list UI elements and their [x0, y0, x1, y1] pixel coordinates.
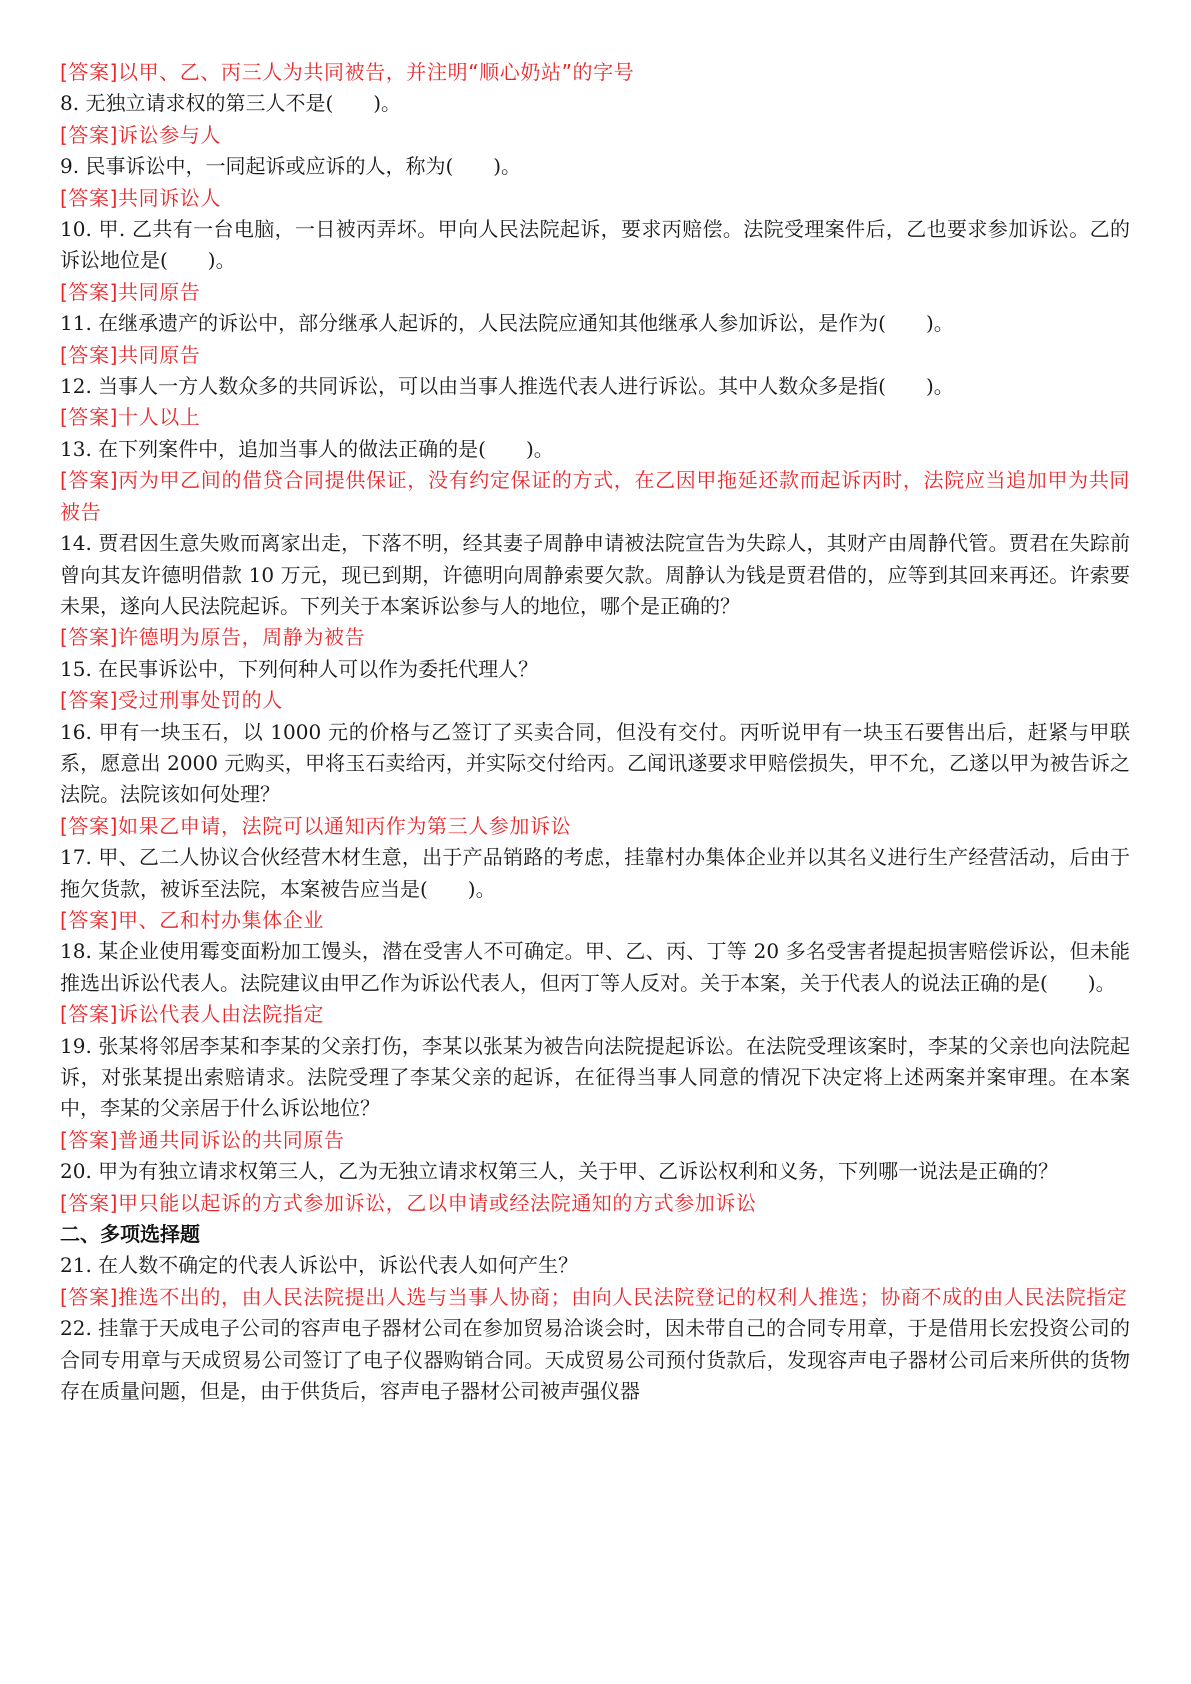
answer-line: [答案]丙为甲乙间的借贷合同提供保证，没有约定保证的方式，在乙因甲拖延还款而起诉丙时，法院应当追加甲为共同被告	[60, 468, 1130, 524]
question-15: 15. 在民事诉讼中，下列何种人可以作为委托代理人？	[60, 656, 539, 681]
answer-line: [答案]十人以上	[60, 405, 201, 430]
question-8: 8. 无独立请求权的第三人不是( )。	[60, 91, 402, 116]
question-13: 13. 在下列案件中，追加当事人的做法正确的是( )。	[60, 436, 554, 461]
question-12: 12. 当事人一方人数众多的共同诉讼，可以由当事人推选代表人进行诉讼。其中人数众多是指( )。	[60, 374, 954, 399]
answer-line: [答案]以甲、乙、丙三人为共同被告，并注明“顺心奶站”的字号	[60, 60, 635, 84]
answer-line: [答案]推选不出的，由人民法院提出人选与当事人协商；由向人民法院登记的权利人推选；协商不成的由人民法院指定	[60, 1284, 1128, 1309]
question-20: 20. 甲为有独立请求权第三人，乙为无独立请求权第三人，关于甲、乙诉讼权利和义务，下列哪一说法是正确的？	[60, 1159, 1059, 1184]
document-page	[60, 57, 1130, 1407]
question-16: 16. 甲有一块玉石，以 1000 元的价格与乙签订了买卖合同，但没有交付。丙听说甲有一块玉石要售出后，赶紧与甲联系，愿意出 2000 元购买，甲将玉石卖给丙，并实际交付给丙。乙闻讯遂要求甲赔偿损失，甲不允，乙遂以甲为被告诉之法院。法院该如何处理？	[60, 719, 1130, 807]
answer-line: [答案]共同诉讼人	[60, 185, 222, 210]
answer-line: [答案]共同原告	[60, 342, 201, 367]
question-11: 11. 在继承遗产的诉讼中，部分继承人起诉的，人民法院应通知其他继承人参加诉讼，是作为( )。	[60, 311, 954, 336]
section-heading: 二、多项选择题	[60, 1222, 200, 1247]
answer-line: [答案]甲只能以起诉的方式参加诉讼，乙以申请或经法院通知的方式参加诉讼	[60, 1190, 757, 1215]
question-21: 21. 在人数不确定的代表人诉讼中，诉讼代表人如何产生？	[60, 1253, 579, 1278]
answer-line: [答案]许德明为原告，周静为被告	[60, 625, 366, 650]
question-14: 14. 贾君因生意失败而离家出走，下落不明，经其妻子周静申请被法院宣告为失踪人，其财产由周静代管。贾君在失踪前曾向其友许德明借款 10 万元，现已到期，许德明向周静索要欠款。周静认为钱是贾君借的，应等到其回来再还。许索要未果，遂向人民法院起诉。下列关于本案诉讼参与人的地位，哪个是正确的？	[60, 531, 1130, 618]
answer-line: [答案]共同原告	[60, 279, 201, 304]
answer-line: [答案]如果乙申请，法院可以通知丙作为第三人参加诉讼	[60, 813, 572, 838]
answer-line: [答案]普通共同诉讼的共同原告	[60, 1127, 345, 1152]
answer-line: [答案]受过刑事处罚的人	[60, 688, 283, 713]
question-22: 22. 挂靠于天成电子公司的容声电子器材公司在参加贸易洽谈会时，因未带自己的合同专用章，于是借用长宏投资公司的合同专用章与天成贸易公司签订了电子仪器购销合同。天成贸易公司预付货款后，发现容声电子器材公司后来所供的货物存在质量问题，但是，由于供货后，容声电子器材公司被声强仪器	[60, 1316, 1130, 1404]
question-19: 19. 张某将邻居李某和李某的父亲打伤，李某以张某为被告向法院提起诉讼。在法院受理该案时，李某的父亲也向法院起诉，对张某提出索赔请求。法院受理了李某父亲的起诉，在征得当事人同意的情况下决定将上述两案并案审理。在本案中，李某的父亲居于什么诉讼地位？	[60, 1033, 1130, 1121]
answer-line: [答案]甲、乙和村办集体企业	[60, 907, 325, 932]
question-10: 10. 甲. 乙共有一台电脑，一日被丙弄坏。甲向人民法院起诉，要求丙赔偿。法院受理案件后，乙也要求参加诉讼。乙的诉讼地位是( )。	[60, 217, 1130, 273]
question-17: 17. 甲、乙二人协议合伙经营木材生意，出于产品销路的考虑，挂靠村办集体企业并以其名义进行生产经营活动，后由于拖欠货款，被诉至法院，本案被告应当是( )。	[60, 845, 1130, 901]
answer-line: [答案]诉讼代表人由法院指定	[60, 1002, 325, 1027]
question-9: 9. 民事诉讼中，一同起诉或应诉的人，称为( )。	[60, 154, 522, 179]
question-18: 18. 某企业使用霉变面粉加工馒头，潜在受害人不可确定。甲、乙、丙、丁等 20 多名受害者提起损害赔偿诉讼，但未能推选出诉讼代表人。法院建议由甲乙作为诉讼代表人，但丙丁等人反对。关于本案，关于代表人的说法正确的是( )。	[60, 939, 1130, 995]
answer-line: [答案]诉讼参与人	[60, 122, 222, 147]
